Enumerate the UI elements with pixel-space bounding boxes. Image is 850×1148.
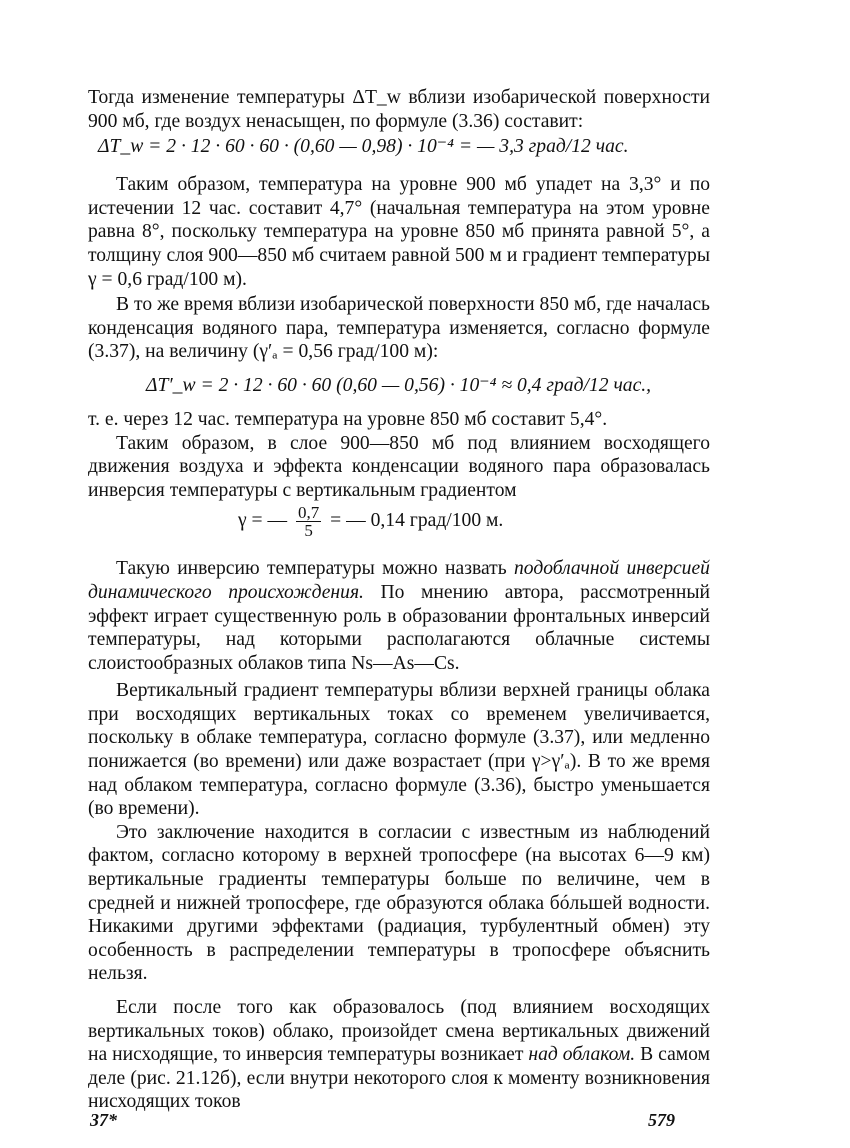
formula-3-numerator: 0,7 — [298, 503, 320, 523]
page-body — [88, 86, 710, 1114]
formula-3-denominator: 5 — [304, 521, 313, 541]
paragraph-9 — [88, 996, 710, 1114]
page-number: 579 — [648, 1110, 675, 1130]
paragraph-4: т. е. через 12 час. температура на уровне 850 мб составит 5,4°. — [88, 408, 608, 430]
formula-3-fraction — [296, 504, 321, 539]
paragraph-6-emphasis: подоблачной инверсией динамического происхождения. — [88, 558, 710, 603]
formula-2: ΔT′_w = 2 · 12 · 60 · 60 (0,60 — 0,56) · 10⁻⁴ ≈ 0,4 град/12 час., — [146, 374, 652, 396]
paragraph-2: Таким образом, температура на уровне 900 мб упадет на 3,3° и по истечении 12 час. составит 4,7° (начальная температура на этом уровне равна 8°, поскольку температура на уровне 850 мб принята равной 5°, а толщину слоя 900—850 мб считаем равной 500 м и градиент температуры γ = 0,6 град/100 м). — [88, 174, 710, 290]
paragraph-5: Таким образом, в слое 900—850 мб под влиянием восходящего движения воздуха и эффекта конденсации водяного пара образовалась инверсия температуры с вертикальным градиентом — [88, 432, 710, 501]
paragraph-6-text-b: По мнению автора, рассмотренный эффект играет существенную роль в образовании фронтальных инверсий температуры, над которыми располагаются облачные системы слоистообразных облаков типа Ns—As—Cs. — [88, 581, 711, 674]
paragraph-9-text-a: Если после того как образовалось (под влиянием восходящих вертикальных токов) облако, произойдет смена вертикальных движений на нисходящие, то инверсия температуры возникает — [88, 997, 710, 1066]
formula-1: ΔT_w = 2 · 12 · 60 · 60 · (0,60 — 0,98) · 10⁻⁴ = — 3,3 град/12 час. — [98, 136, 629, 158]
formula-3 — [88, 504, 710, 539]
paragraph-1: Тогда изменение температуры ΔT_w вблизи изобарической поверхности 900 мб, где воздух ненасыщен, по формуле (3.36) составит: — [88, 87, 710, 132]
paragraph-7: Вертикальный градиент температуры вблизи верхней границы облака при восходящих вертикальных токах со временем увеличивается, поскольку в облаке температура, согласно формуле (3.37), или медленно понижается (во времени) или даже возрастает (при γ>γ′ₐ). В то же время над облаком температура, согласно формуле (3.36), быстро уменьшается (во времени). — [88, 680, 710, 820]
paragraph-6 — [88, 557, 710, 675]
paragraph-8: Это заключение находится в согласии с известным из наблюдений фактом, согласно которому в верхней тропосфере (на высотах 6—9 км) вертикальные градиенты температуры больше по величине, чем в средней и нижней тропосфере, где образуются облака бóльшей водности. Никакими другими эффектами (радиация, турбулентный обмен) эту особенность в распределении температуры в тропосфере объяснить нельзя. — [88, 821, 710, 985]
formula-3-rhs: = — 0,14 град/100 м. — [330, 510, 504, 532]
paragraph-6-text-a: Такую инверсию температуры можно назвать — [116, 558, 507, 580]
paragraph-9-text-b: В самом деле (рис. 21.12б), если внутри некоторого слоя к моменту возникновения нисходящих токов — [88, 1044, 710, 1113]
formula-3-lhs: γ = — — [238, 510, 288, 532]
signature-mark: 37* — [90, 1110, 117, 1130]
paragraph-3: В то же время вблизи изобарической поверхности 850 мб, где началась конденсация водяного пара, температура изменяется, согласно формуле (3.37), на величину (γ′ₐ = 0,56 град/100 м): — [88, 294, 710, 363]
paragraph-9-emphasis: над облаком. — [528, 1044, 636, 1066]
